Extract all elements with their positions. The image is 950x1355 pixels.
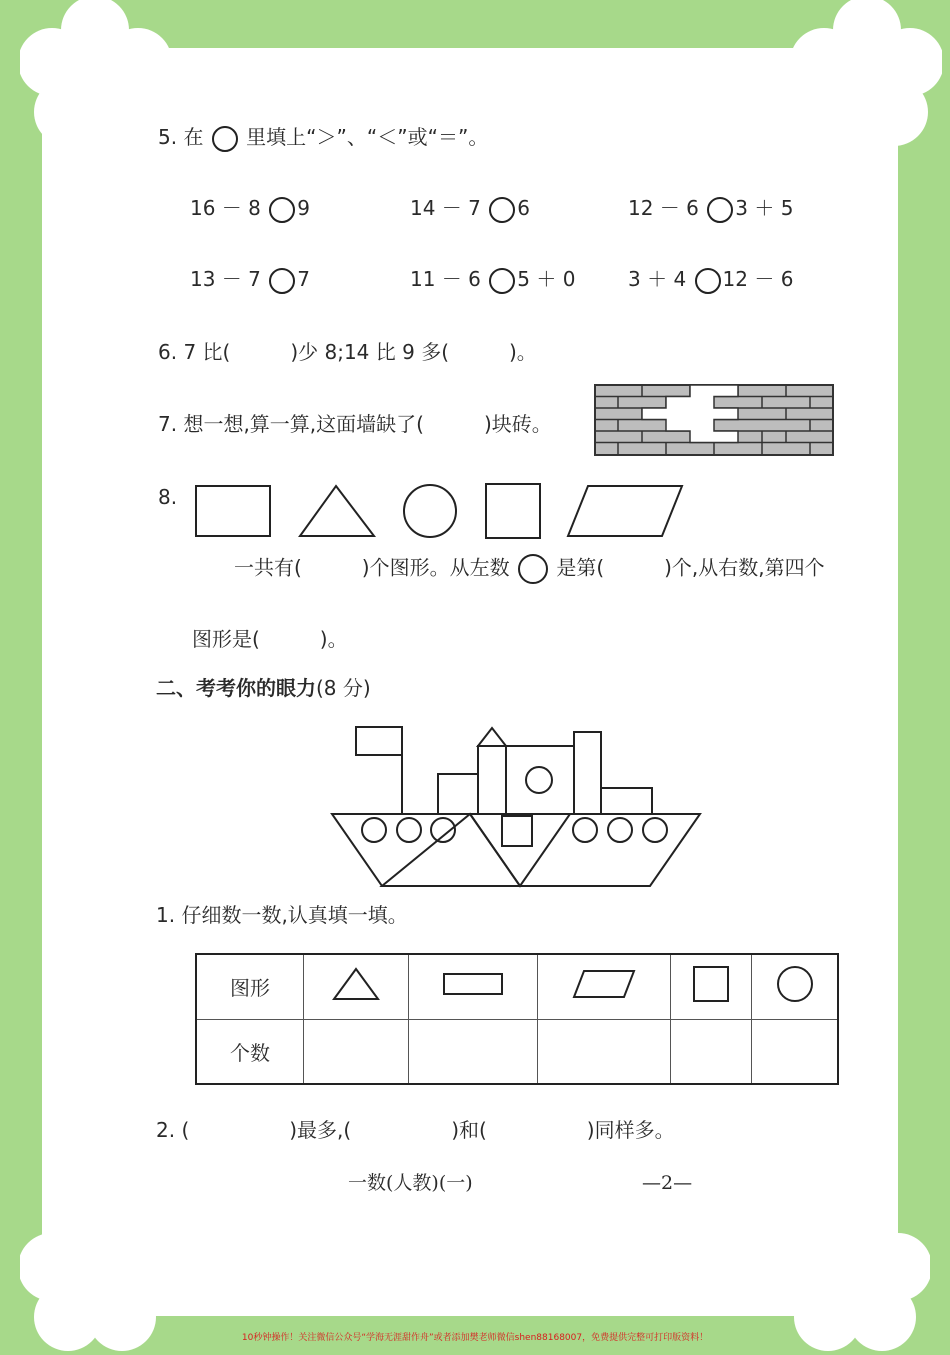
q8-shapes-row [190,478,690,544]
row2-label: 个数 [196,1019,304,1084]
circle-icon [404,485,456,537]
q5-item[interactable]: 11 － 6 5 ＋ 0 [410,267,575,294]
count-input-cell[interactable] [538,1019,671,1084]
brick-wall-figure [594,384,834,456]
porthole [573,818,597,842]
tower [478,746,506,814]
rectangle-icon [196,486,270,536]
table-shape-cell [538,954,671,1019]
count-input-cell[interactable] [670,1019,751,1084]
shape-count-table [195,953,839,1085]
hull-triangle-left [382,814,520,886]
circle-icon [778,967,812,1001]
s2q2-text: 2. ( )最多,( )和( )同样多。 [156,1118,675,1142]
q5-item[interactable]: 14 － 7 6 [410,196,530,223]
q5-item[interactable]: 16 － 8 9 [190,196,310,223]
answer-circle[interactable] [707,197,733,223]
porthole-center [526,767,552,793]
hull-square [502,816,532,846]
count-input-cell[interactable] [409,1019,538,1084]
square-icon [694,967,728,1001]
table-shape-cell [752,954,838,1019]
q5-item[interactable]: 13 － 7 7 [190,267,310,294]
boat-figure [330,724,702,890]
answer-circle[interactable] [489,197,515,223]
rectangle-icon [444,974,502,994]
footer-book: 一数(人教)(一) [348,1172,473,1194]
chimney [574,732,601,814]
q5-item[interactable]: 3 ＋ 4 12 － 6 [628,267,793,294]
porthole [608,818,632,842]
circle-icon [518,554,548,584]
hull-triangle-right [470,814,570,886]
answer-circle[interactable] [489,268,515,294]
cabin-center [506,746,574,814]
section2-title: 二、考考你的眼力(8 分) [156,676,371,700]
q5-item[interactable]: 12 － 6 3 ＋ 5 [628,196,793,223]
compare-circle-icon [212,126,238,152]
porthole [643,818,667,842]
cabin-left [438,774,478,814]
cabin-right [601,788,652,814]
count-input-cell[interactable] [752,1019,838,1084]
answer-circle[interactable] [269,268,295,294]
promo-banner: 10秒钟操作！关注微信公众号“学海无涯甜作舟”或者添加樊老师微信shen88168007，免费提供完整可打印版资料！ [241,1333,709,1343]
answer-circle[interactable] [269,197,295,223]
q5-title: 5. 在 里填上“＞”、“＜”或“＝”。 [158,125,488,152]
table-shape-cell [670,954,751,1019]
q8-line2: 图形是( )。 [192,627,348,651]
row1-label: 图形 [196,954,304,1019]
table-shape-cell [409,954,538,1019]
tower-roof [478,728,506,746]
q7-text: 7. 想一想,算一算,这面墙缺了( )块砖。 [158,412,552,436]
q8-line1: 一共有( )个图形。从左数 是第( )个,从右数,第四个 [234,554,825,584]
triangle-icon [334,969,378,999]
count-input-cell[interactable] [304,1019,409,1084]
q6-text: 6. 7 比( )少 8;14 比 9 多( )。 [158,340,537,364]
footer-page-number: —2— [642,1172,693,1194]
answer-circle[interactable] [695,268,721,294]
parallelogram-icon [568,486,682,536]
triangle-icon [300,486,374,536]
square-icon [486,484,540,538]
table-shape-cell [304,954,409,1019]
flag-rectangle [356,727,402,755]
s2q1-text: 1. 仔细数一数,认真填一填。 [156,903,408,927]
porthole [362,818,386,842]
q8-number: 8. [158,485,178,509]
porthole [397,818,421,842]
parallelogram-icon [574,971,634,997]
